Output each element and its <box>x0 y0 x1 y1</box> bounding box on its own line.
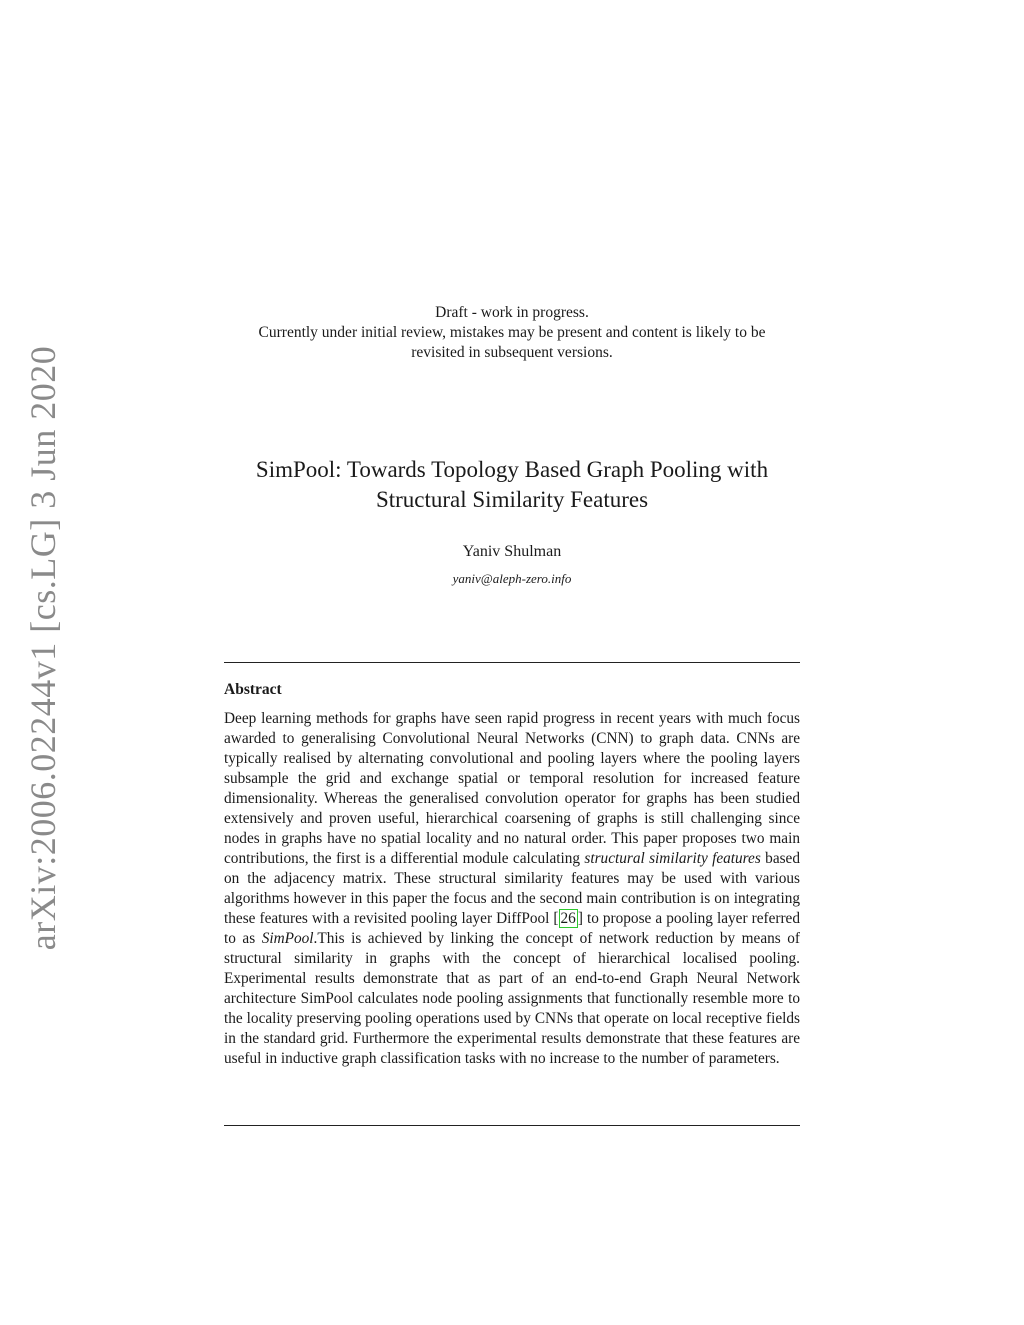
paper-title <box>224 455 800 515</box>
abstract-top-rule <box>224 662 800 663</box>
abstract-emphasis-structural-similarity: structural similarity features <box>584 850 761 867</box>
citation-link-26[interactable]: 26 <box>560 910 576 927</box>
abstract-bottom-rule <box>224 1125 800 1126</box>
author-name: Yaniv Shulman <box>462 543 562 560</box>
abstract-body <box>224 709 800 1069</box>
draft-notice-line-3: revisited in subsequent versions. <box>411 344 613 361</box>
abstract-emphasis-simpool: SimPool <box>261 930 314 947</box>
draft-notice-line-1: Draft - work in progress. <box>435 304 589 321</box>
draft-notice <box>224 303 800 363</box>
draft-notice-line-2: Currently under initial review, mistakes may be present and content is likely to be <box>258 324 766 341</box>
paper-title-line-2: Structural Similarity Features <box>375 487 649 512</box>
abstract-text-part-2: based on the adjacency matrix. These structural similarity features may be used with various algorithms however in this paper the focus and the second main contribution is on integrating these features with a revisited pooling layer DiffPool [ <box>224 850 800 927</box>
abstract-text-part-1: Deep learning methods for graphs have seen rapid progress in recent years with much focus awarded to generalising Convolutional Neural Networks (CNN) to graph data. CNNs are typically realised by alternating convolutional and pooling layers where the pooling layers subsample the grid and exchange spatial or temporal resolution for increased feature dimensionality. Whereas the generalised convolution operator for graphs has been studied extensively and proven useful, hierarchical coarsening of graphs is still challenging since nodes in graphs have no spatial locality and no natural order. This paper proposes two main contributions, the first is a differential module calculating <box>224 710 800 867</box>
abstract-text-part-3: ] to propose a pooling layer referred to as <box>224 910 800 947</box>
author-email: yaniv@aleph-zero.info <box>452 571 572 586</box>
abstract-heading: Abstract <box>224 681 282 698</box>
abstract-text-part-4: .This is achieved by linking the concept of network reduction by means of structural similarity in graphs with the concept of hierarchical localised pooling. Experimental results demonstrate that as part of an end-to-end Graph Neural Network architecture SimPool calculates node pooling assignments that functionally resemble more to the locality preserving pooling operations used by CNNs that operate on local receptive fields in the standard grid. Furthermore the experimental results demonstrate that these features are useful in inductive graph classification tasks with no increase to the number of parameters. <box>224 930 800 1067</box>
arxiv-identifier-stamp: arXiv:2006.02244v1 [cs.LG] 3 Jun 2020 <box>23 345 63 951</box>
paper-title-line-1: SimPool: Towards Topology Based Graph Pooling with <box>255 457 769 482</box>
